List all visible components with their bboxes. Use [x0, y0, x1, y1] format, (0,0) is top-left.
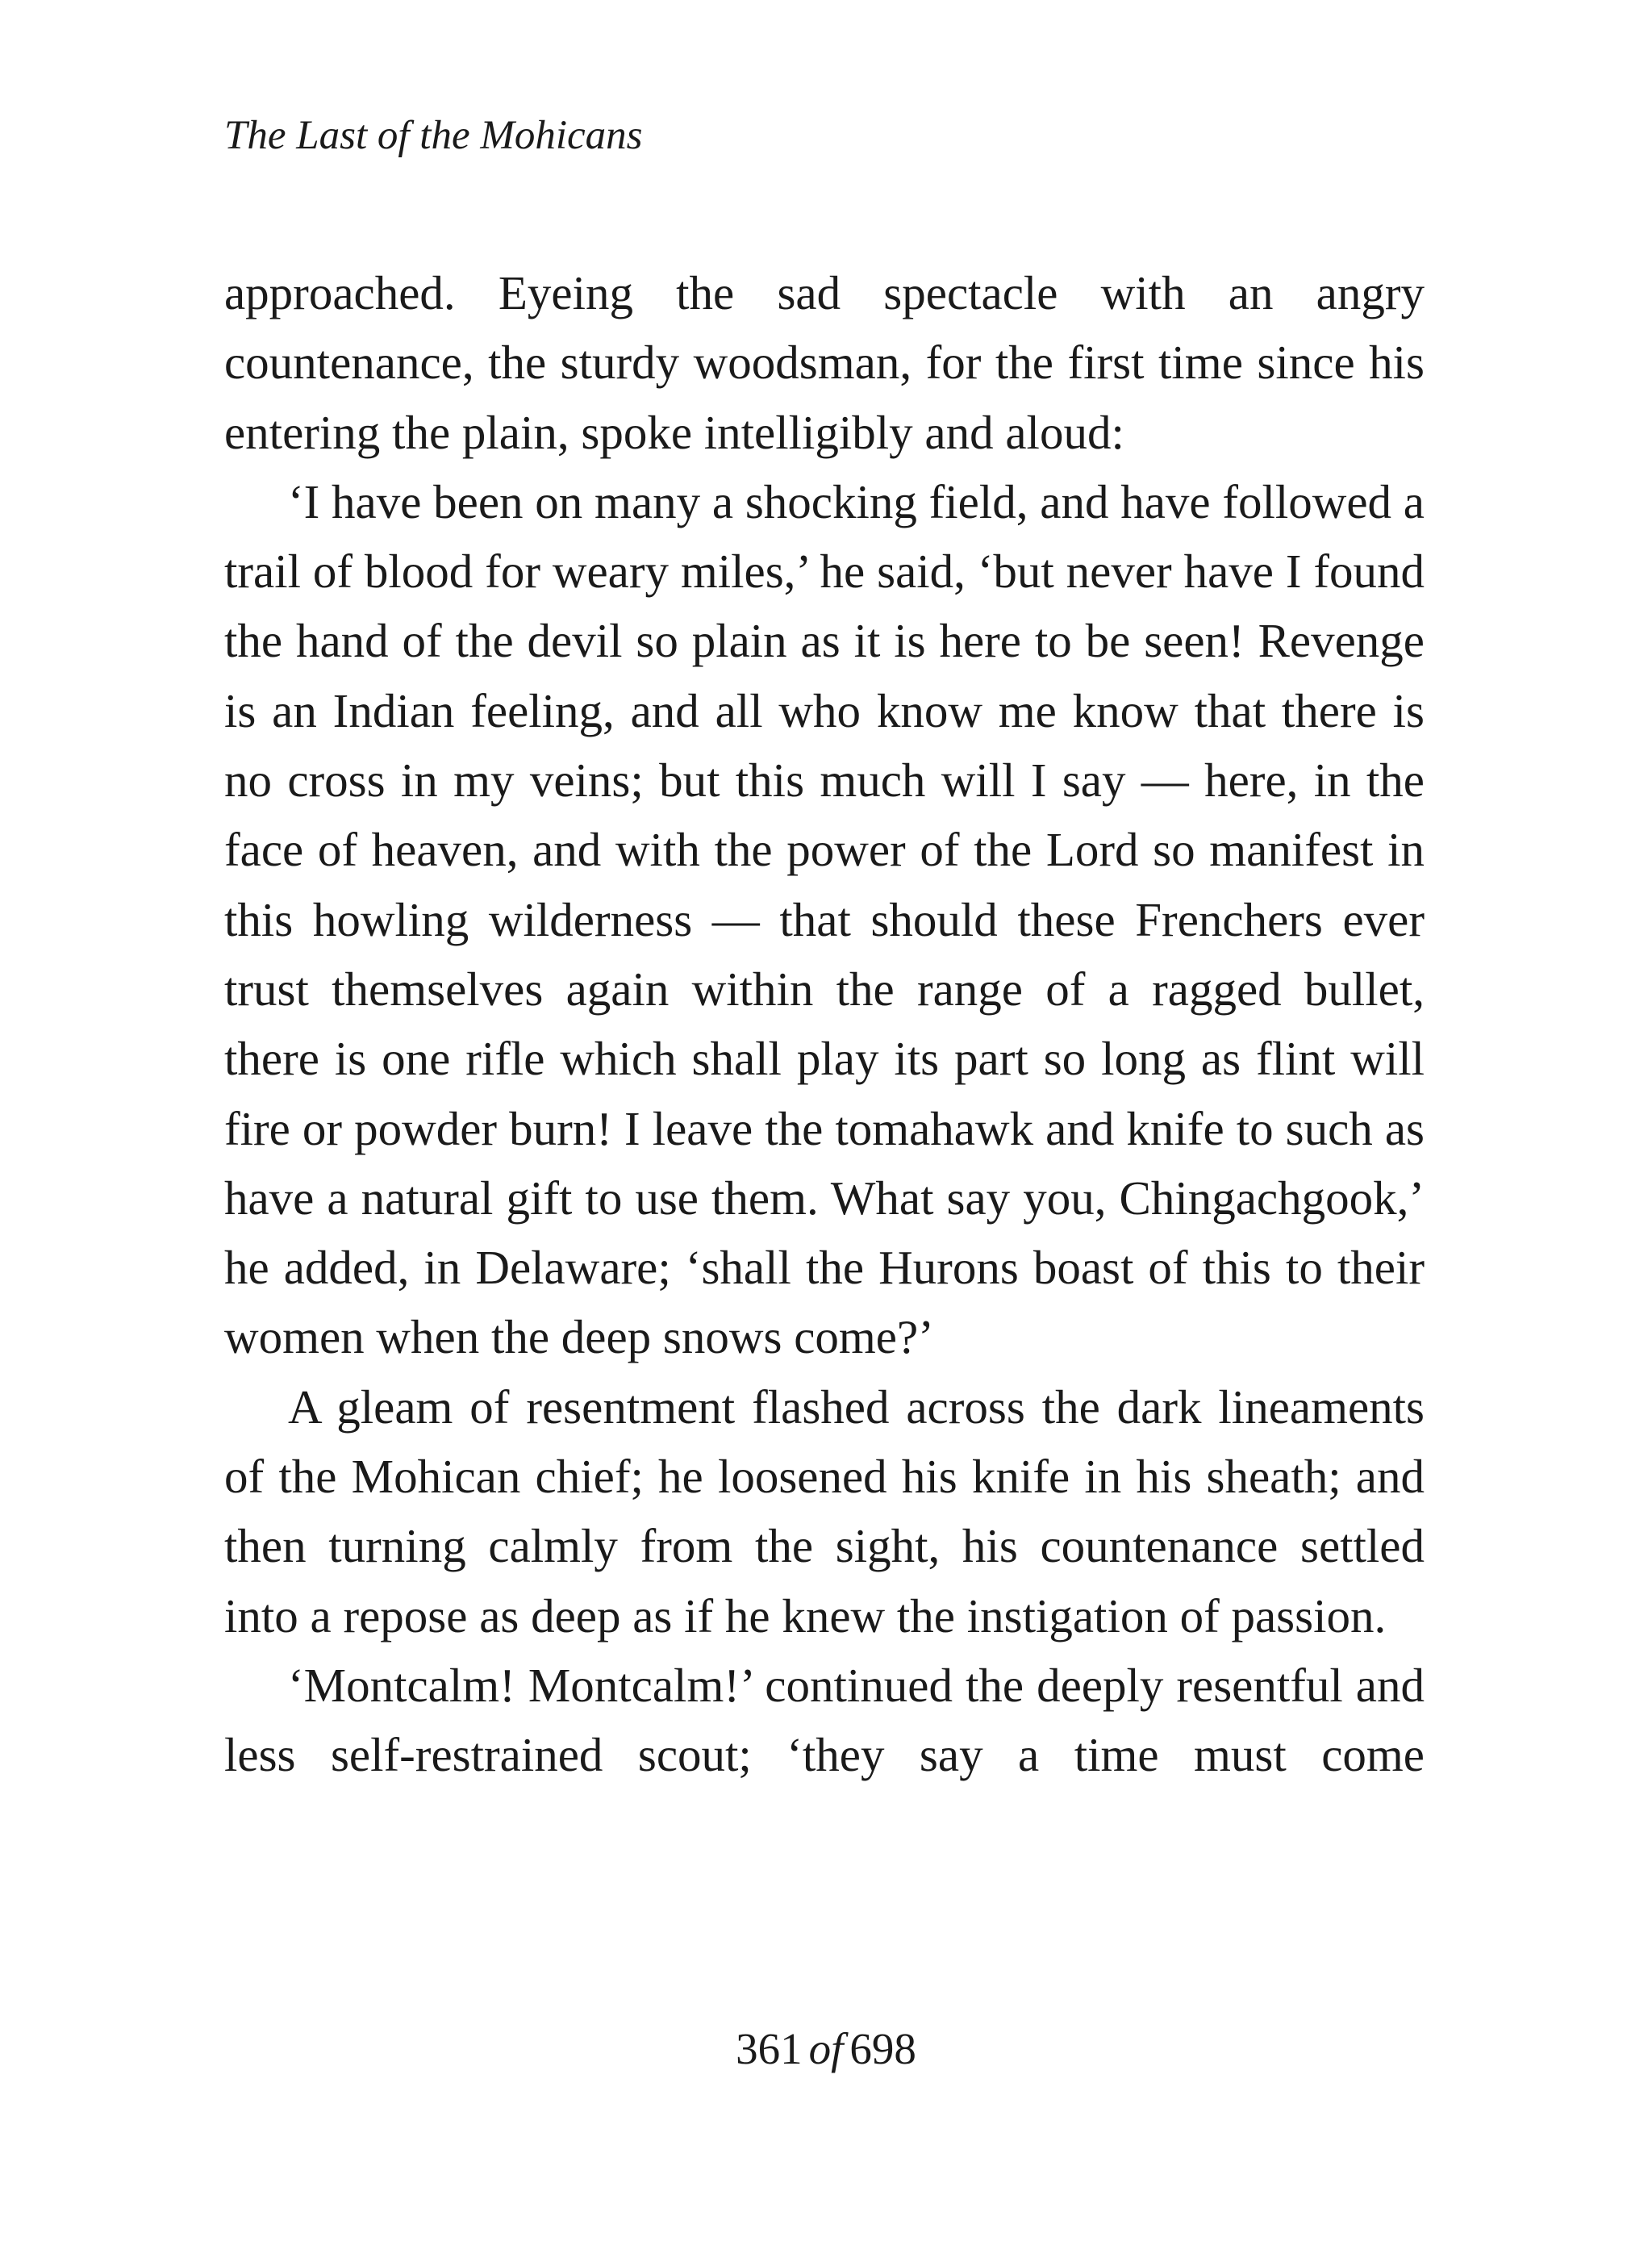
page-body	[224, 258, 1425, 1790]
page-of-label: of	[808, 2024, 844, 2073]
paragraph: approached. Eyeing the sad spectacle with an angry countenance, the sturdy woodsman, for the first time since his entering the plain, spoke intelligibly and aloud:	[224, 266, 1425, 459]
paragraph: A gleam of resentment flashed across the dark lineaments of the Mohican chief; he loosened his knife in his sheath; and then turning calmly from the sight, his countenance settled into a repose as deep as if he knew the instigation of passion.	[224, 1380, 1425, 1642]
paragraph: ‘I have been on many a shocking field, and have followed a trail of blood for weary miles,’ he said, ‘but never have I found the hand of the devil so plain as it is here to be seen! Revenge is an Indian feeling, and all who know me know that there is no cross in my veins; but this much will I say — here, in the face of heaven, and with the power of the Lord so manifest in this howling wilderness — that should these Frenchers ever trust themselves again within the range of a ragged bullet, there is one rifle which shall play its part so long as flint will fire or powder burn! I leave the tomahawk and knife to such as have a natural gift to use them. What say you, Chingachgook,’ he added, in Delaware; ‘shall the Hurons boast of this to their women when the deep snows come?’	[224, 474, 1425, 1364]
current-page: 361	[736, 2024, 803, 2073]
page-number	[0, 2017, 1652, 2081]
paragraph: ‘Montcalm! Montcalm!’ continued the deeply resentful and less self-restrained scout; ‘they say a time must come	[224, 1658, 1425, 1782]
running-head: The Last of the Mohicans	[224, 113, 643, 158]
total-pages: 698	[849, 2024, 916, 2073]
